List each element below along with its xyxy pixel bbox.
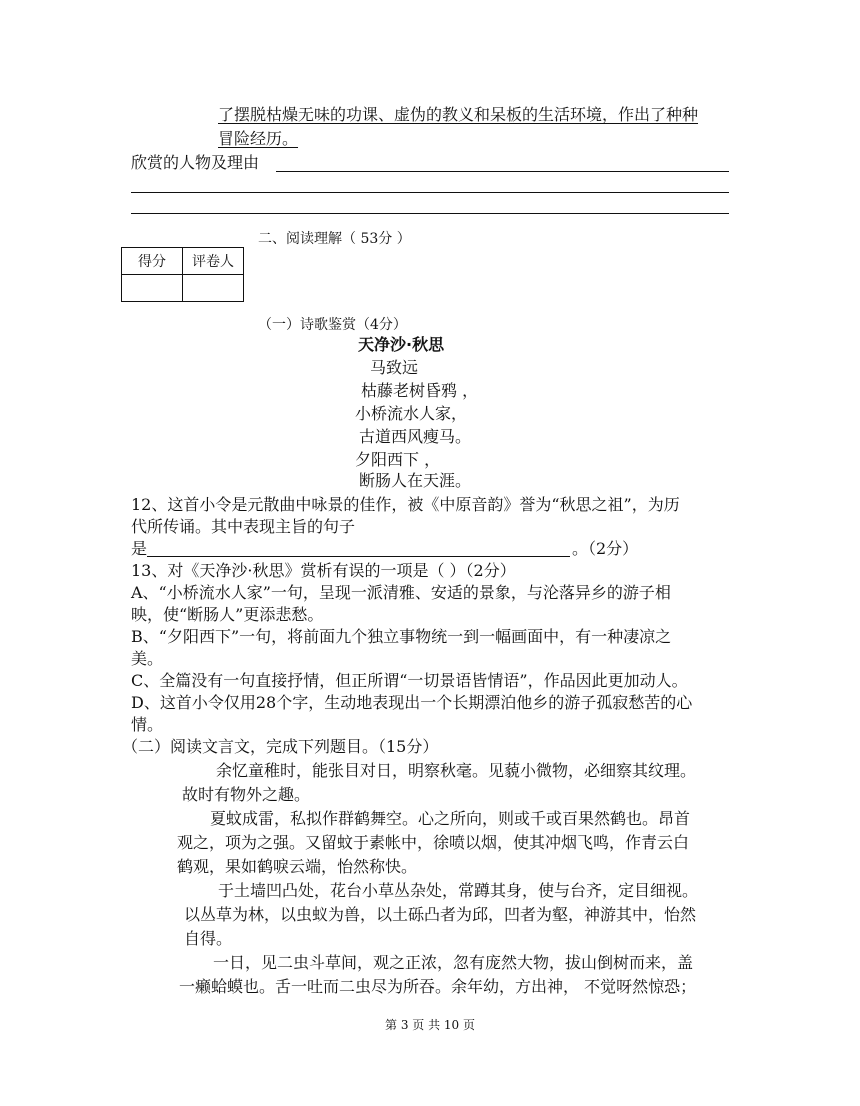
passage-line: 故时有物外之趣。 — [182, 785, 311, 804]
continuation-line-2: 冒险经历。 — [218, 129, 299, 148]
poem-line: 夕阳西下 ， — [355, 450, 441, 469]
q13-option-d-cont: 情。 — [131, 715, 164, 734]
q13-option-c: C、全篇没有一句直接抒情，但正所谓“一切景语皆情语”，作品因此更加动人。 — [131, 671, 688, 690]
q13-option-b-cont: 美。 — [131, 649, 164, 668]
grader-header: 评卷人 — [183, 248, 244, 275]
answer-line-2 — [131, 192, 729, 193]
q12-line-2: 代所传诵。其中表现主旨的句子 — [131, 517, 356, 536]
passage-line: 鹤观，果如鹤唳云端，怡然称快。 — [177, 857, 418, 876]
score-table — [121, 247, 244, 302]
q13-option-a: A、“小桥流水人家”一句，呈现一派清雅、安适的景象，与沦落异乡的游子相 — [131, 583, 671, 602]
poem-line: 古道西风瘦马。 — [359, 427, 472, 446]
q13-option-d: D、这首小令仅用28个字，生动地表现出一个长期漂泊他乡的游子孤寂愁苦的心 — [131, 693, 693, 712]
q13-stem: 13、对《天净沙·秋思》赏析有误的一项是（ ）（2分） — [131, 561, 516, 580]
q13-option-b: B、“夕阳西下”一句，将前面九个独立事物统一到一幅画面中，有一种凄凉之 — [131, 627, 672, 646]
page-footer: 第 3 页 共 10 页 — [385, 1018, 475, 1032]
passage-line: 以丛草为林，以虫蚁为兽，以土砾凸者为邱，凹者为壑，神游其中，怡然 — [184, 905, 697, 924]
q13-option-a-cont: 映，使“断肠人”更添悲愁。 — [131, 605, 324, 624]
passage-line: 一癞蛤蟆也。舌一吐而二虫尽为所吞。余年幼，方出神， 不觉呀然惊恐； — [179, 977, 697, 996]
answer-line-3 — [131, 213, 729, 214]
continuation-line-1: 了摆脱枯燥无味的功课、虚伪的教义和呆板的生活环境，作出了种种 — [218, 105, 699, 124]
passage-line: 于土墙凹凸处，花台小草丛杂处，常蹲其身，使与台齐，定目细视。 — [218, 881, 699, 900]
q12-line-1: 12、这首小令是元散曲中咏景的佳作，被《中原音韵》誉为“秋思之祖”，为历 — [131, 495, 680, 514]
appreciate-label: 欣赏的人物及理由 — [131, 153, 260, 172]
section-title: 二、阅读理解（ 53分 ） — [258, 231, 411, 247]
grader-cell[interactable] — [183, 275, 244, 302]
q12-prefix: 是 — [131, 539, 148, 558]
poem-line: 枯藤老树昏鸦 ， — [361, 381, 479, 400]
answer-line-1 — [276, 171, 729, 172]
classical-heading: （二）阅读文言文，完成下列题目。（15分） — [122, 737, 439, 756]
passage-line: 夏蚊成雷，私拟作群鹤舞空。心之所向，则或千或百果然鹤也。昂首 — [210, 809, 691, 828]
poem-line: 断肠人在天涯。 — [359, 471, 472, 490]
passage-line: 观之，项为之强。又留蚊于素帐中，徐喷以烟，使其冲烟飞鸣，作青云白 — [177, 833, 690, 852]
q12-answer-line[interactable] — [147, 556, 570, 557]
poem-line: 小桥流水人家， — [355, 404, 468, 423]
passage-line: 余忆童稚时，能张目对日，明察秋毫。见藐小微物，必细察其纹理。 — [216, 761, 697, 780]
passage-line: 自得。 — [184, 929, 233, 948]
score-header: 得分 — [122, 248, 183, 275]
poem-author: 马致远 — [370, 358, 419, 377]
passage-line: 一日，见二虫斗草间，观之正浓，忽有庞然大物，拔山倒树而来，盖 — [213, 953, 694, 972]
poem-heading: （一）诗歌鉴赏（4分） — [258, 317, 407, 333]
q12-suffix: 。（2分） — [572, 539, 639, 558]
poem-title: 天净沙·秋思 — [358, 335, 445, 354]
score-cell[interactable] — [122, 275, 183, 302]
